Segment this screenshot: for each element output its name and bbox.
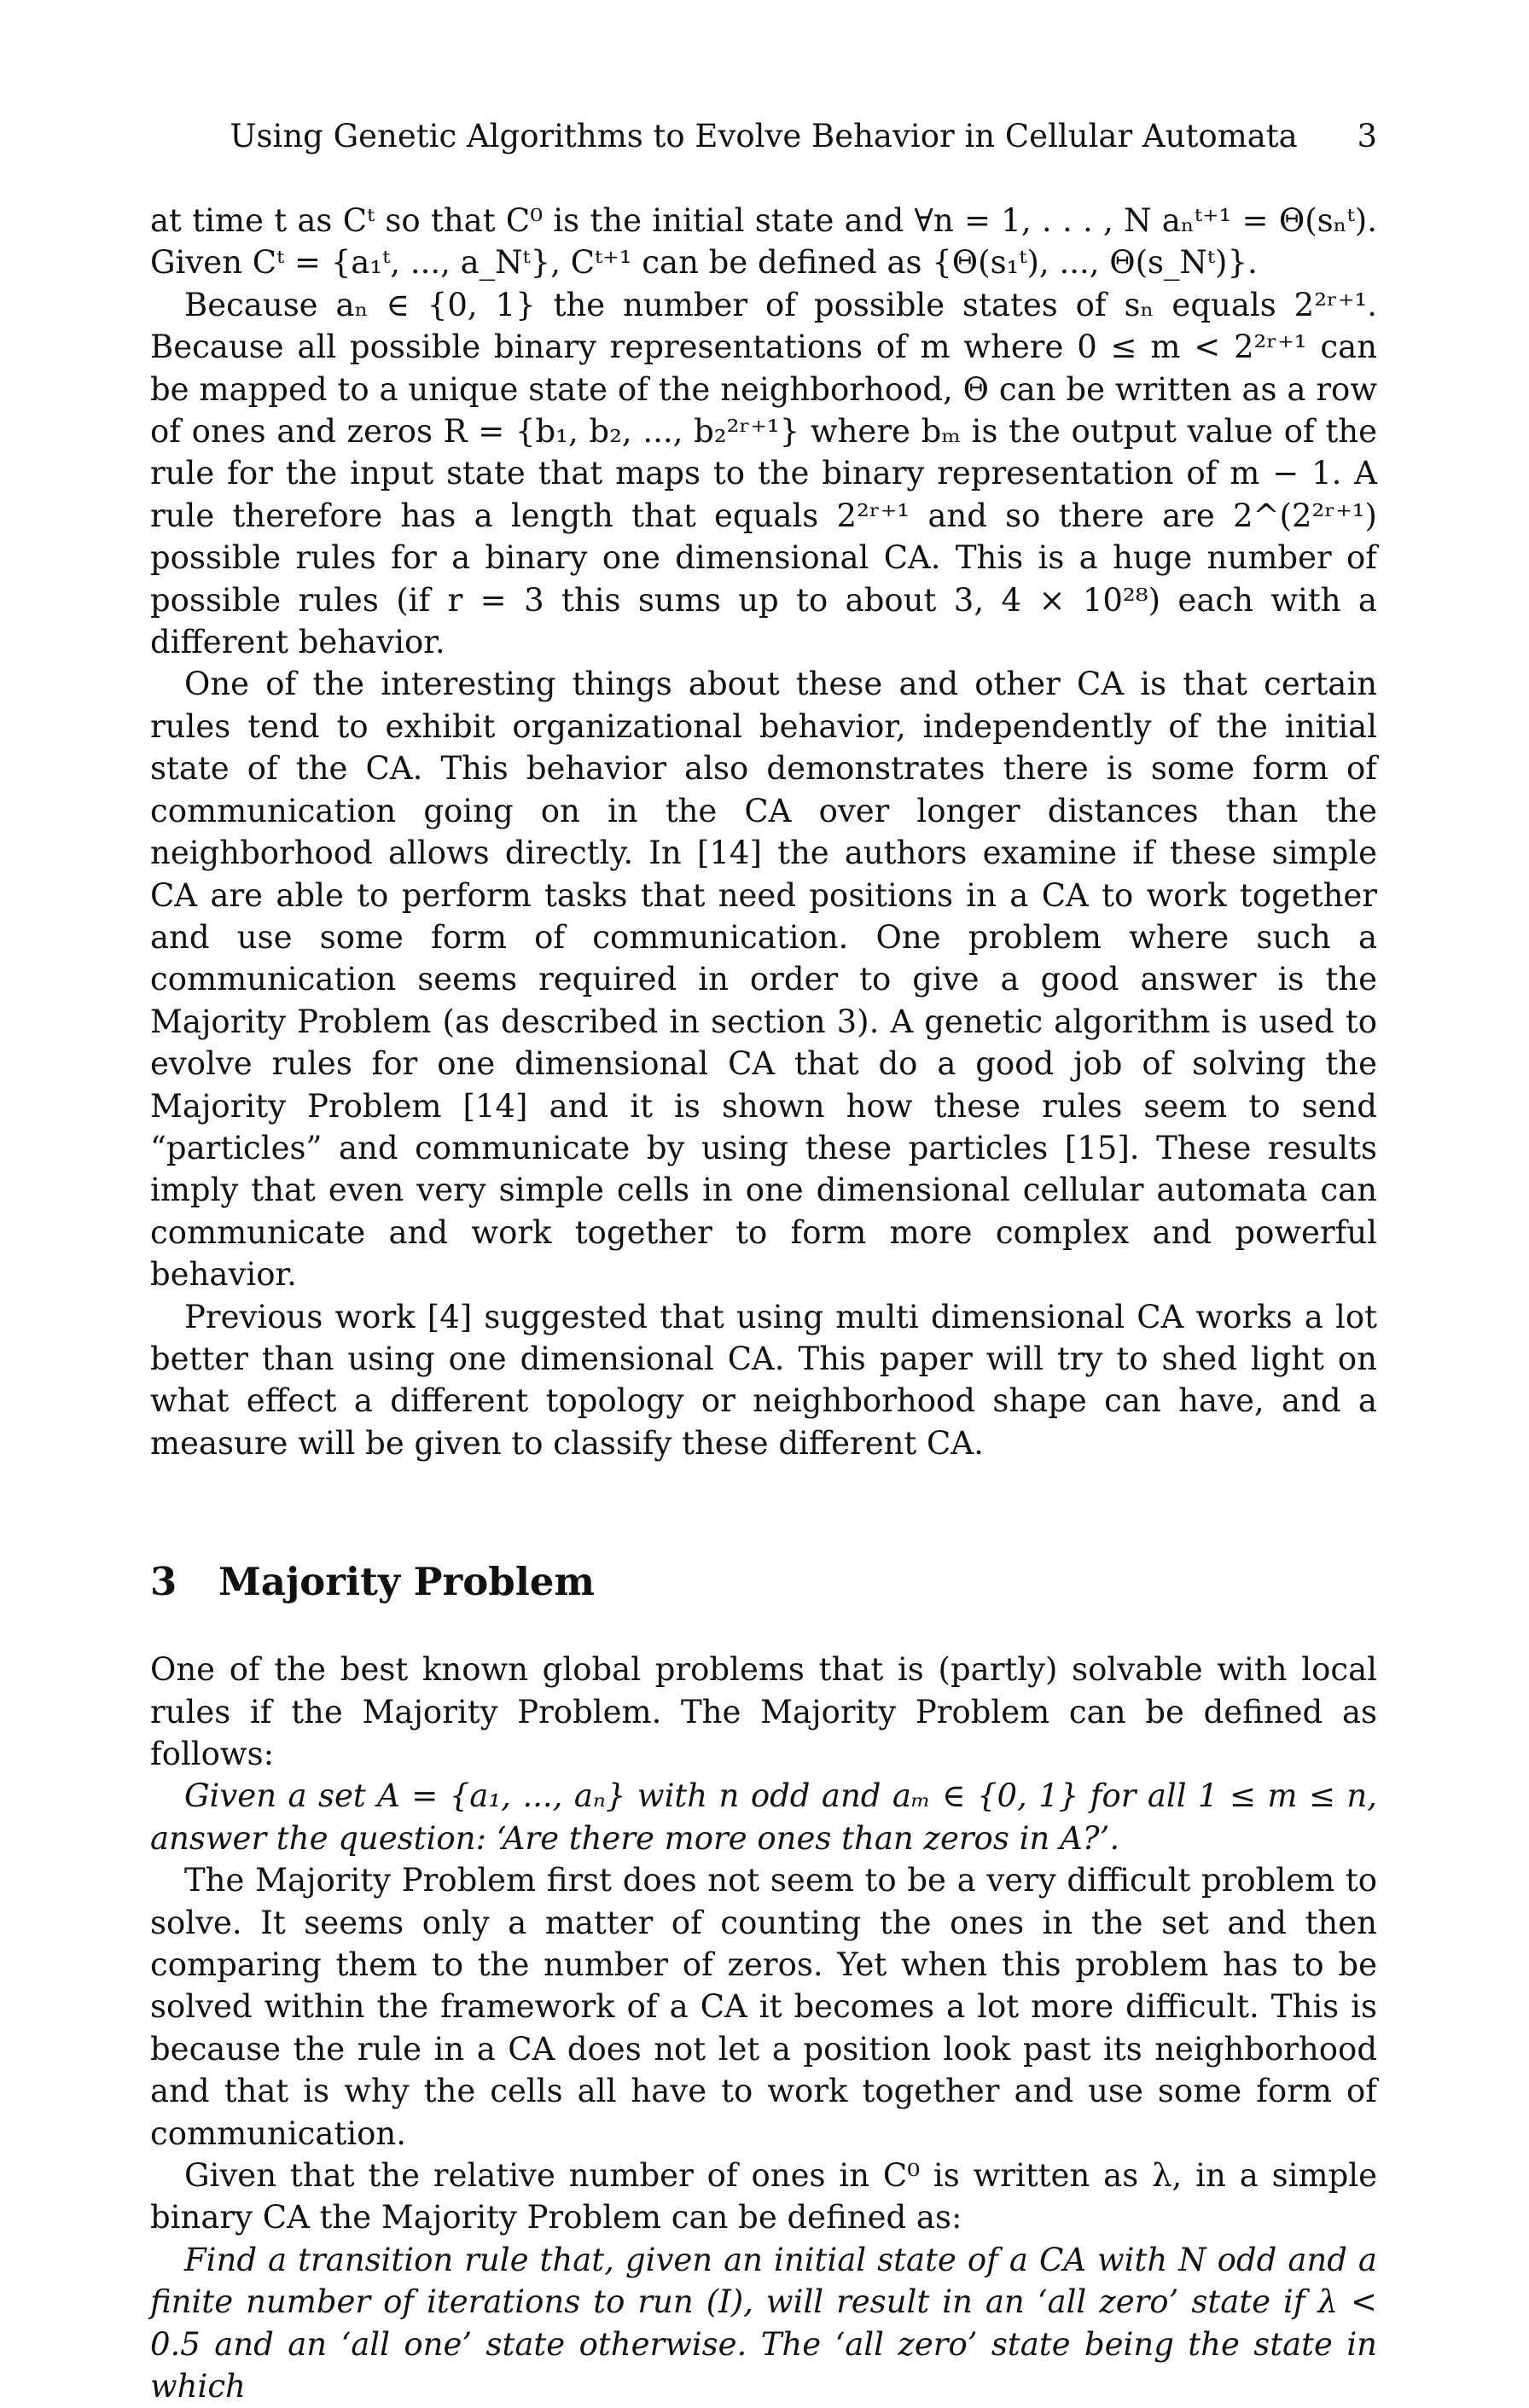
- section-number: 3: [150, 1559, 177, 1605]
- body-text: [150, 200, 1377, 2408]
- paper-page: [150, 111, 1377, 2408]
- paragraph-definition-continued: at time t as Cᵗ so that C⁰ is the initial state and ∀n = 1, . . . , N aₙᵗ⁺¹ = Θ(sₙᵗ). Given Cᵗ = {a₁ᵗ, ..., a_Nᵗ}, Cᵗ⁺¹ can be defined as {Θ(s₁ᵗ), ..., Θ(s_Nᵗ)}.: [150, 202, 1377, 282]
- running-head-title: Using Genetic Algorithms to Evolve Behavior in Cellular Automata: [230, 118, 1298, 154]
- paragraph-transition-rule: Find a transition rule that, given an initial state of a CA with N odd and a finite number of iterations to run (I), will result in an ‘all zero’ state if λ < 0.5 and an ‘all one’ state otherwise. The ‘all zero’ state being the state in which: [150, 2241, 1377, 2405]
- section-title: Majority Problem: [218, 1559, 596, 1605]
- paragraph-majority-intro: One of the best known global problems that is (partly) solvable with local rules if the Majority Problem. The Majority Problem can be defined as follows:: [150, 1651, 1377, 1772]
- paragraph-majority-definition: Given a set A = {a₁, ..., aₙ} with n odd and aₘ ∈ {0, 1} for all 1 ≤ m ≤ n, answer the question: ‘Are there more ones than zeros in A?’.: [150, 1777, 1377, 1857]
- paragraph-organizational-behavior: One of the interesting things about these and other CA is that certain rules tend to exhibit organizational behavior, independently of the initial state of the CA. This behavior also demonstrates there is some form of communication going on in the CA over longer distances than the neighborhood allows directly. In [14] the authors examine if these simple CA are able to perform tasks that need positions in a CA to work together and use some form of communication. One problem where such a communication seems required in order to give a good answer is the Majority Problem (as described in section 3). A genetic algorithm is used to evolve rules for one dimensional CA that do a good job of solving the Majority Problem [14] and it is shown how these rules seem to send “particles” and communicate by using these particles [15]. These results imply that even very simple cells in one dimensional cellular automata can communicate and work together to form more complex and powerful behavior.: [150, 666, 1377, 1294]
- paragraph-majority-difficulty: The Majority Problem first does not seem to be a very difficult problem to solve. It seems only a matter of counting the ones in the set and then comparing them to the number of zeros. Yet when this problem has to be solved within the framework of a CA it becomes a lot more difficult. This is because the rule in a CA does not let a position look past its neighborhood and that is why the cells all have to work together and use some form of communication.: [150, 1862, 1377, 2152]
- page-number: 3: [1357, 118, 1377, 154]
- running-head: [150, 111, 1377, 162]
- section-heading: [150, 1556, 1377, 1608]
- paragraph-previous-work: Previous work [4] suggested that using multi dimensional CA works a lot better than using one dimensional CA. This paper will try to shed light on what effect a different topology or neighborhood shape can have, and a measure will be given to classify these different CA.: [150, 1298, 1377, 1462]
- paragraph-rule-count: Because aₙ ∈ {0, 1} the number of possible states of sₙ equals 2²ʳ⁺¹. Because all possible binary representations of m where 0 ≤ m < 2²ʳ⁺¹ can be mapped to a unique state of the neighborhood, Θ can be written as a row of ones and zeros R = {b₁, b₂, ..., b₂²ʳ⁺¹} where bₘ is the output value of the rule for the input state that maps to the binary representation of m − 1. A rule therefore has a length that equals 2²ʳ⁺¹ and so there are 2^(2²ʳ⁺¹) possible rules for a binary one dimensional CA. This is a huge number of possible rules (if r = 3 this sums up to about 3, 4 × 10²⁸) each with a different behavior.: [150, 286, 1377, 661]
- paragraph-lambda-definition: Given that the relative number of ones in C⁰ is written as λ, in a simple binary CA the Majority Problem can be defined as:: [150, 2157, 1377, 2236]
